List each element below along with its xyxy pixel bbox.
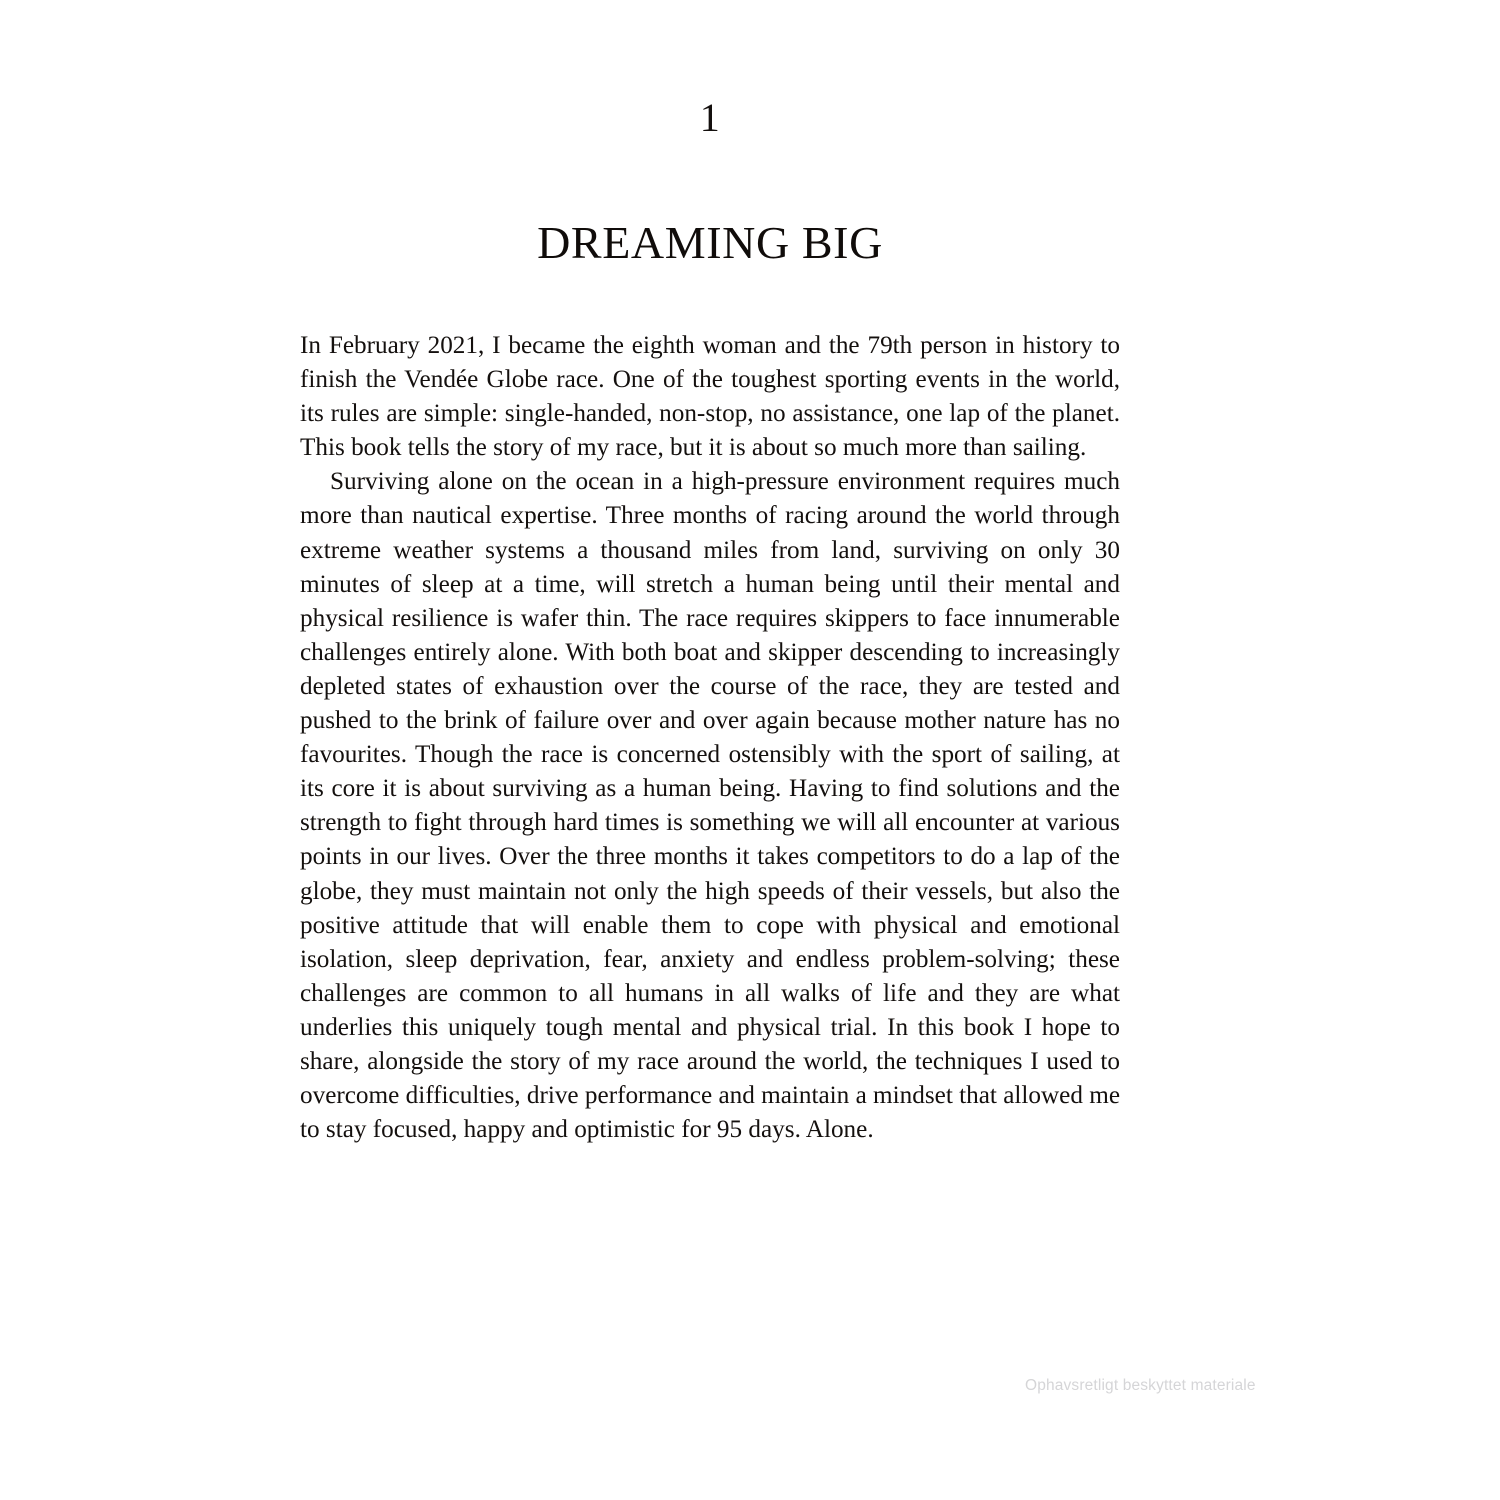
chapter-number: 1 bbox=[699, 95, 721, 140]
chapter-title: DREAMING BIG bbox=[537, 216, 883, 268]
body-paragraph-2: Surviving alone on the ocean in a high-pressure environment requires much more than nautical expertise. Three months of racing around the world through extreme weather systems a thousand miles from land, surviving on only 30 minutes of sleep at a time, will stretch a human being until their mental and physical resilience is wafer thin. The race requires skippers to face innumerable challenges entirely alone. With both boat and skipper descending to increasingly depleted states of exhaustion over the course of the race, they are tested and pushed to the brink of failure over and over again because mother nature has no favourites. Though the race is concerned ostensibly with the sport of sailing, at its core it is about surviving as a human being. Having to find solutions and the strength to fight through hard times is something we will all encounter at various points in our lives. Over the three months it takes competitors to do a lap of the globe, they must maintain not only the high speeds of their vessels, but also the positive attitude that will enable them to cope with physical and emotional isolation, sleep deprivation, fear, anxiety and endless problem-solving; these challenges are common to all humans in all walks of life and they are what underlies this uniquely tough mental and physical trial. In this book I hope to share, alongside the story of my race around the world, the techniques I used to overcome difficulties, drive performance and maintain a mindset that allowed me to stay focused, happy and optimistic for 95 days. Alone. bbox=[300, 468, 1120, 1144]
copyright-watermark: Ophavsretligt beskyttet materiale bbox=[1025, 1377, 1256, 1394]
body-text-column bbox=[300, 329, 1120, 1147]
body-paragraph-1: In February 2021, I became the eighth woman and the 79th person in history to finish the Vendée Globe race. One of the toughest sporting events in the world, its rules are simple: single-handed, non-stop, no assistance, one lap of the planet. This book tells the story of my race, but it is about so much more than sailing. bbox=[300, 332, 1120, 462]
